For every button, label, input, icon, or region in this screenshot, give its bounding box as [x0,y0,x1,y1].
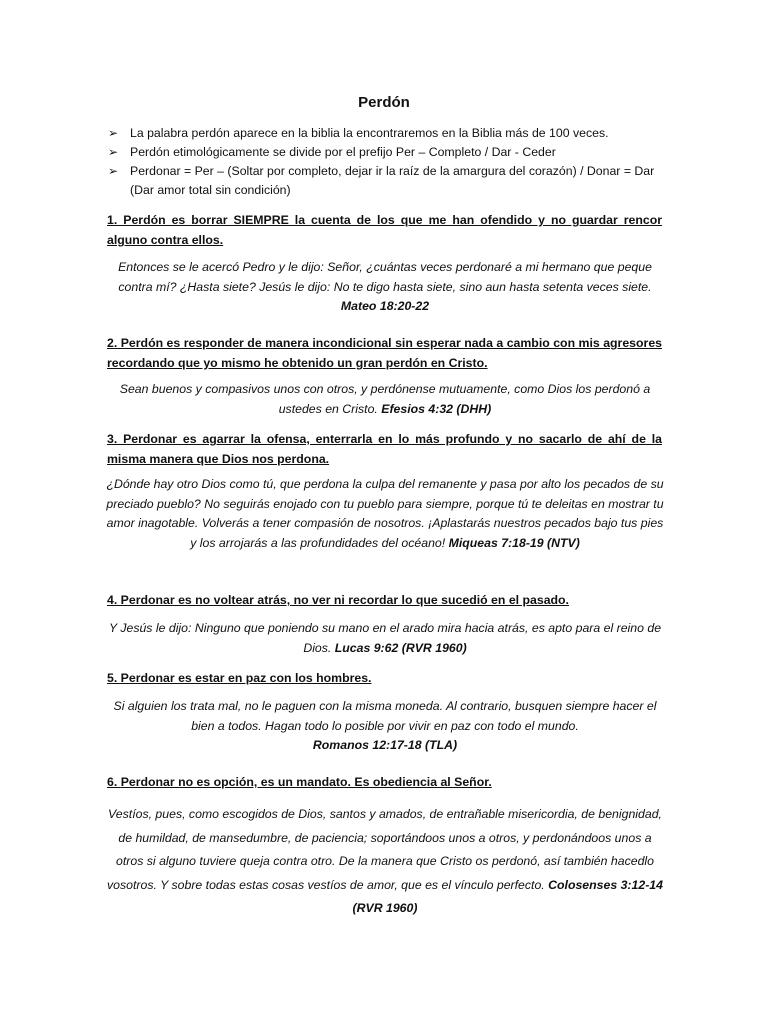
bullet-item [108,143,668,162]
scripture-quote-1 [104,258,666,317]
intro-bullet-list [108,124,668,200]
quote-text: ¿Dónde hay otro Dios como tú, que perdona la culpa del remanente y pasa por alto los pecados de su preciado pueblo? No seguirás enojado con tu pueblo para siempre, porque tú te deleitas en mostrar tu amor inagotable. Volverás a tener compasión de nosotros. ¡Aplastarás nuestros pecados bajo tus pies y los arrojarás a las profundidades del océano! [106,477,664,550]
section-heading-6 [107,772,662,792]
scripture-reference: Romanos 12:17-18 (TLA) [312,738,458,752]
document-title: Perdón [358,94,410,111]
quote-text: Si alguien los trata mal, no le paguen con la misma moneda. Al contrario, busquen siempre hacer el bien a todos. Hagan todo lo posible por vivir en paz con todo el mundo. [113,699,657,733]
section-number: 6. [107,775,118,789]
quote-text: Vestíos, pues, como escogidos de Dios, santos y amados, de entrañable misericordia, de benignidad, de humildad, de mansedumbre, de paciencia; soportándoos unos a otros, y perdonándoos unos a otros si alguno tuviere queja contra otro. De la manera que Cristo os perdonó, así también hacedlo vosotros. Y sobre todas estas cosas vestíos de amor, que es el vínculo perfecto. [107,807,662,892]
quote-text: Entonces se le acercó Pedro y le dijo: Señor, ¿cuántas veces perdonaré a mi hermano que peque contra mí? ¿Hasta siete? Jesús le dijo: No te digo hasta siete, sino aun hasta setenta veces siete. [118,260,652,294]
arrow-bullet-icon: ➢ [108,164,119,178]
quote-text: Y Jesús le dijo: Ninguno que poniendo su mano en el arado mira hacia atrás, es apto para el reino de Dios. [108,621,662,655]
bullet-item [108,124,668,143]
bullet-text: Perdonar = Per – (Soltar por completo, dejar ir la raíz de la amargura del corazón) / Donar = Dar (Dar amor total sin condición) [130,164,655,197]
section-heading-1: 1. Perdón es borrar SIEMPRE la cuenta de los que me han ofendido y no guardar rencor alguno contra ellos. [107,213,662,247]
bullet-item [108,162,668,200]
quote-text: Sean buenos y compasivos unos con otros, y perdónense mutuamente, como Dios los perdonó a ustedes en Cristo. [119,382,651,416]
scripture-quote-5 [104,697,666,756]
scripture-reference: Colosenses 3:12-14 (RVR 1960) [352,877,663,915]
scripture-reference: Miqueas 7:18-19 (NTV) [448,535,580,550]
scripture-quote-4 [104,619,666,658]
scripture-quote-6 [104,803,666,921]
bullet-text: Perdón etimológicamente se divide por el prefijo Per – Completo / Dar - Ceder [130,145,556,159]
section-heading-2: 2. Perdón es responder de manera incondicional sin esperar nada a cambio con mis agresores recordando que yo mismo he obtenido un gran perdón en Cristo. [107,336,662,370]
section-heading-3: 3. Perdonar es agarrar la ofensa, enterrarla en lo más profundo y no sacarlo de ahí de la misma manera que Dios nos perdona. [107,432,662,466]
arrow-bullet-icon: ➢ [108,145,119,159]
scripture-reference: Lucas 9:62 (RVR 1960) [334,640,467,655]
arrow-bullet-icon: ➢ [108,126,119,140]
section-heading-text: Perdonar no es opción, es un mandato. Es obediencia al Señor. [120,775,492,789]
scripture-reference: Mateo 18:20-22 [340,299,430,313]
bullet-text: La palabra perdón aparece en la biblia la encontraremos en la Biblia más de 100 veces. [130,126,609,140]
scripture-reference: Efesios 4:32 (DHH) [381,401,492,416]
scripture-quote-2 [104,380,666,419]
scripture-quote-3 [104,475,666,553]
section-heading-4: 4. Perdonar es no voltear atrás, no ver ni recordar lo que sucedió en el pasado. [107,593,569,607]
section-heading-5: 5. Perdonar es estar en paz con los hombres. [107,671,372,685]
